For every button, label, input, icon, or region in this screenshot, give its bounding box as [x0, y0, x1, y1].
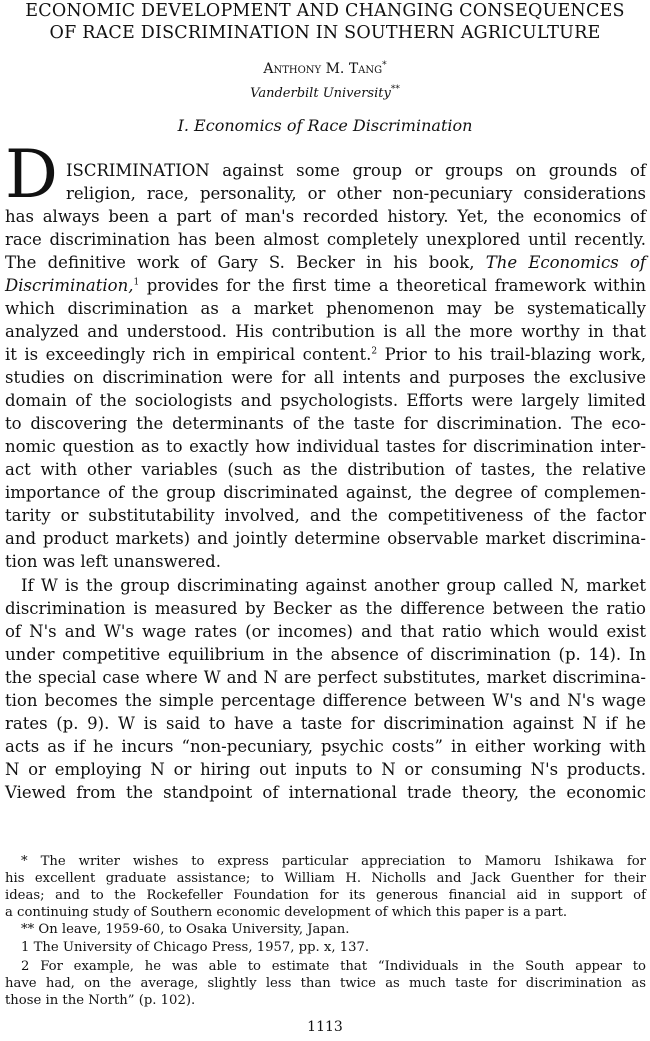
- body-line: acts as if he incurs “non-pecuniary, psychic costs” in either working with: [5, 737, 646, 756]
- body-line: tion was left unanswered.: [5, 552, 221, 571]
- page-number: 1113: [307, 1019, 343, 1035]
- body-line: nomic question as to exactly how individual tastes for discrimination inter-: [5, 437, 646, 456]
- body-line: the special case where W and N are perfect substitutes, market discrimina-: [5, 668, 646, 687]
- book-title: The Economics of: [485, 253, 647, 272]
- affiliation-footnote-mark: **: [390, 84, 400, 95]
- body-line: [5, 253, 646, 273]
- drop-cap: D: [5, 136, 58, 213]
- body-line: domain of the sociologists and psychologists. Efforts were largely limited: [5, 391, 646, 410]
- body-line: which discrimination as a market phenomenon may be systematically: [5, 299, 646, 318]
- article-title-line-1: ECONOMIC DEVELOPMENT AND CHANGING CONSEQUENCES: [25, 1, 625, 21]
- author-footnote-mark: *: [382, 60, 387, 71]
- body-line: [5, 345, 646, 365]
- footnote-line: those in the North” (p. 102).: [5, 993, 196, 1008]
- body-line: has always been a part of man's recorded history. Yet, the economics of: [5, 207, 646, 226]
- body-line: race discrimination has been almost completely unexplored until recently.: [5, 230, 646, 249]
- body-line: to discovering the determinants of the taste for discrimination. The eco-: [5, 414, 646, 433]
- body-line: discrimination is measured by Becker as the difference between the ratio: [5, 599, 646, 618]
- author-line: [0, 61, 650, 77]
- body-line: ISCRIMINATION against some group or groups on grounds of: [66, 161, 646, 180]
- body-line: of N's and W's wage rates (or incomes) and that ratio which would exist: [5, 622, 646, 641]
- body-text: The definitive work of Gary S. Becker in his book,: [5, 253, 475, 272]
- body-line: under competitive equilibrium in the absence of discrimination (p. 14). In: [5, 645, 646, 664]
- body-line: act with other variables (such as the distribution of tastes, the relative: [5, 460, 646, 479]
- body-text: provides for the first time a theoretical framework within: [139, 276, 646, 295]
- footnote-line: 1 The University of Chicago Press, 1957, pp. x, 137.: [21, 940, 370, 955]
- footnote-ref-1: 1: [133, 277, 140, 288]
- body-line: N or employing N or hiring out inputs to N or consuming N's products.: [5, 760, 646, 779]
- affiliation: Vanderbilt University: [250, 86, 391, 101]
- footnote-line: ** On leave, 1959-60, to Osaka University, Japan.: [21, 922, 350, 937]
- body-line: tion becomes the simple percentage difference between W's and N's wage: [5, 691, 646, 710]
- body-line: tarity or substitutability involved, and the competitiveness of the factor: [5, 506, 646, 525]
- body-text: it is exceedingly rich in empirical content.: [5, 345, 372, 364]
- article-title-line-2: OF RACE DISCRIMINATION IN SOUTHERN AGRICULTURE: [49, 23, 601, 43]
- body-line: rates (p. 9). W is said to have a taste for discrimination against N if he: [5, 714, 646, 733]
- footnote-line: ideas; and to the Rockefeller Foundation for its generous financial aid in support of: [5, 888, 646, 903]
- author-name: Anthony M. Tang: [263, 61, 383, 77]
- book-title-continued: Discrimination,: [5, 276, 134, 295]
- body-line: religion, race, personality, or other non-pecuniary considerations: [66, 184, 646, 203]
- footnote-line: his excellent graduate assistance; to William H. Nicholls and Jack Guenther for their: [5, 871, 646, 886]
- footnote-line: * The writer wishes to express particular appreciation to Mamoru Ishikawa for: [21, 854, 646, 869]
- body-line: and product markets) and jointly determine observable market discrimina-: [5, 529, 646, 548]
- section-heading: I. Economics of Race Discrimination: [177, 116, 473, 135]
- body-line: [5, 276, 646, 296]
- affiliation-line: [0, 86, 650, 101]
- body-line: importance of the group discriminated against, the degree of complemen-: [5, 483, 646, 502]
- footnote-line: have had, on the average, slightly less than twice as much taste for discrimination as: [5, 976, 646, 991]
- body-line: analyzed and understood. His contribution is all the more worthy in that: [5, 322, 646, 341]
- footnote-line: 2 For example, he was able to estimate that “Individuals in the South appear to: [21, 959, 646, 974]
- body-line: Viewed from the standpoint of international trade theory, the economic: [5, 783, 646, 802]
- body-text: Prior to his trail-blazing work,: [377, 345, 646, 364]
- footnote-line: a continuing study of Southern economic development of which this paper is a part.: [5, 905, 568, 920]
- body-line: If W is the group discriminating against another group called N, market: [21, 576, 646, 595]
- footnote-ref-2: 2: [371, 346, 378, 357]
- body-line: studies on discrimination were for all intents and purposes the exclusive: [5, 368, 646, 387]
